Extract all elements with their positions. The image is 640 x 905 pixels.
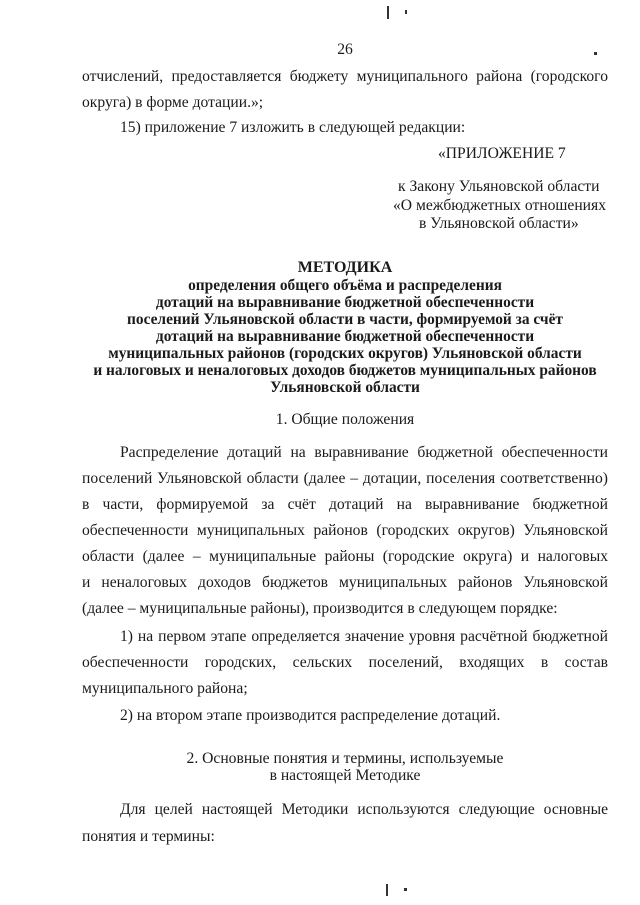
paragraph-line: понятия и термины: <box>82 828 215 845</box>
section-1-heading: 1. Общие положения <box>275 411 415 428</box>
paragraph-line: обеспеченности муниципальных районов (городских округов) Ульяновской <box>82 522 608 539</box>
paragraph-line: области (далее – муниципальные районы (городские округа) и налоговых <box>82 548 608 565</box>
appendix-line: к Закону Ульяновской области <box>398 178 600 195</box>
paragraph-line: Для целей настоящей Методики используются следующие основные <box>120 801 608 818</box>
list-item: 2) на втором этапе производится распределение дотаций. <box>120 707 501 724</box>
title-line: и налоговых и неналоговых доходов бюджетов муниципальных районов <box>93 362 597 379</box>
appendix-line: «О межбюджетных отношениях <box>393 197 606 214</box>
paragraph-line: поселений Ульяновской области (далее – дотации, поселения соответственно) <box>82 470 608 487</box>
title-line: муниципальных районов (городских округов) Ульяновской области <box>108 345 582 362</box>
title-line: дотаций на выравнивание бюджетной обеспеченности <box>155 328 535 345</box>
scan-mark-top-small <box>405 10 407 14</box>
section-2-heading: 2. Основные понятия и термины, используемые <box>186 750 504 767</box>
scan-mark-bottom-small <box>404 888 407 891</box>
paragraph-line: и неналоговых доходов бюджетов муниципальных районов Ульяновской <box>82 574 608 591</box>
title-line: дотаций на выравнивание бюджетной обеспеченности <box>155 294 535 311</box>
paragraph-line: Распределение дотаций на выравнивание бюджетной обеспеченности <box>120 444 608 461</box>
document-title: МЕТОДИКА <box>297 259 393 276</box>
list-item-line: муниципального района; <box>82 680 248 697</box>
scan-mark-top <box>387 6 389 19</box>
scan-mark-bottom <box>386 884 388 896</box>
section-2-heading: в настоящей Методике <box>269 767 421 784</box>
appendix-line: в Ульяновской области» <box>419 215 579 232</box>
paragraph-line: (далее – муниципальные районы), производится в следующем порядке: <box>82 600 558 617</box>
list-item-line: 1) на первом этапе определяется значение уровня расчётной бюджетной <box>120 628 608 645</box>
text-line: отчислений, предоставляется бюджету муниципального района (городского <box>82 68 608 85</box>
appendix-heading: «ПРИЛОЖЕНИЕ 7 <box>438 145 566 162</box>
list-item-line: обеспеченности городских, сельских поселений, входящих в состав <box>82 654 608 671</box>
page-number: 26 <box>337 41 353 58</box>
paragraph-line: в части, формируемой за счёт дотаций на выравнивание бюджетной <box>82 496 608 513</box>
item-15: 15) приложение 7 изложить в следующей редакции: <box>120 119 466 136</box>
title-line: определения общего объёма и распределения <box>188 277 502 294</box>
text-line: округа) в форме дотации.»; <box>82 94 264 111</box>
title-line: Ульяновской области <box>270 379 420 396</box>
title-line: поселений Ульяновской области в части, формируемой за счёт <box>127 311 563 328</box>
